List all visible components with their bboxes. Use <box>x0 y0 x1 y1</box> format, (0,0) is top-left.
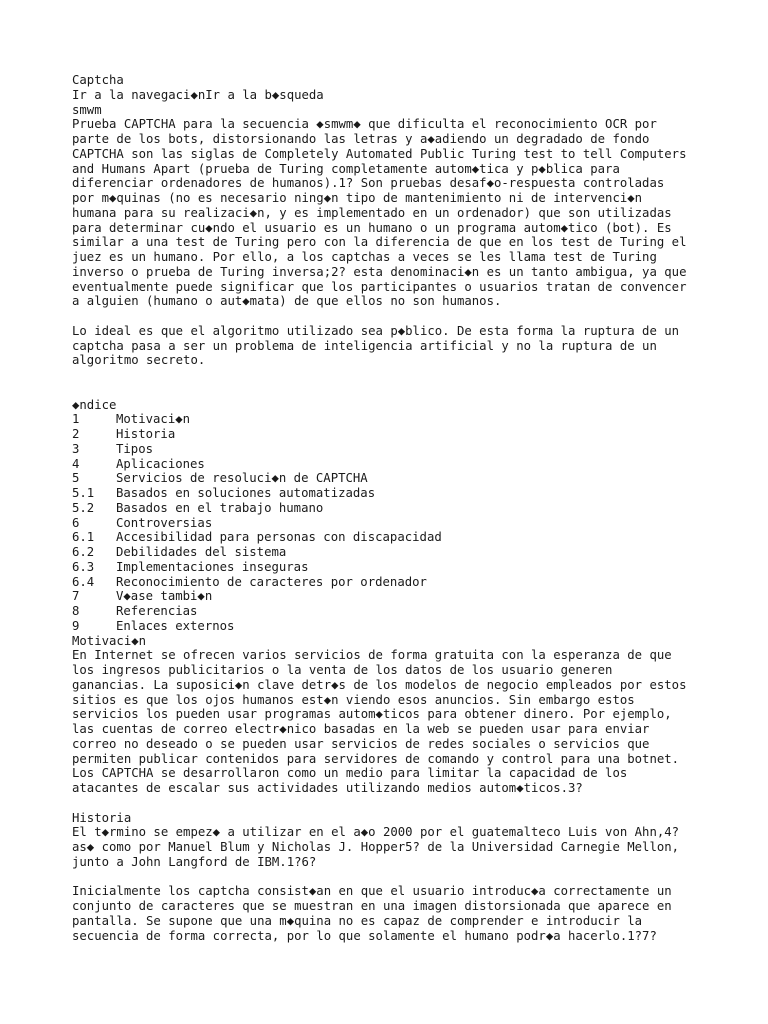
toc-item-label: Aplicaciones <box>116 456 205 471</box>
text-line: as◆ como por Manuel Blum y Nicholas J. Hopper5? de la Universidad Carnegie Mellon, <box>72 840 680 854</box>
toc-item-label: Motivaci◆n <box>116 412 191 427</box>
toc-item-label: Historia <box>116 427 176 441</box>
text-line: humana para su realizaci◆n, y es implementado en un ordenador) que son utilizadas <box>72 205 672 220</box>
toc-item-label: Reconocimiento de caracteres por ordenador <box>116 574 427 589</box>
toc-item-number: 5.1 <box>72 486 95 500</box>
section-heading-motivacion: Motivaci◆n <box>72 633 147 648</box>
text-line: Los CAPTCHA se desarrollaron como un medio para limitar la capacidad de los <box>72 766 628 781</box>
text-line: parte de los bots, distorsionando las letras y a◆adiendo un degradado de fondo <box>72 132 650 146</box>
toc-item-label: Enlaces externos <box>116 618 235 633</box>
toc-item-number: 6.3 <box>72 559 95 574</box>
motivacion-paragraph <box>72 648 748 796</box>
toc-item-number: 6.1 <box>72 530 95 545</box>
text-line: captcha pasa a ser un problema de inteligencia artificial y no la ruptura de un <box>72 338 657 353</box>
toc-item-number: 4 <box>72 456 80 471</box>
ideal-paragraph <box>72 324 748 368</box>
page-title: Captcha <box>72 73 124 87</box>
text-line: para determinar cu◆ndo el usuario es un humano o un programa autom◆tico (bot). Es <box>72 220 672 235</box>
toc-item-number: 2 <box>72 427 80 441</box>
text-line: juez es un humano. Por ello, a los captchas a veces se les llama test de Turing <box>72 250 657 264</box>
text-line: ganancias. La suposici◆n clave detr◆s de los modelos de negocio empleados por estos <box>72 677 687 692</box>
toc-item-number: 5 <box>72 471 80 486</box>
toc-item-label: V◆ase tambi◆n <box>116 589 213 604</box>
text-line: secuencia de forma correcta, por lo que solamente el humano podr◆a hacerlo.1?7? <box>72 928 657 943</box>
text-line: atacantes de escalar sus actividades utilizando medios autom◆ticos.3? <box>72 781 583 795</box>
historia-paragraph-1 <box>72 825 748 869</box>
text-line: los ingresos publicitarios o la venta de los datos de los usuario generen <box>72 663 613 677</box>
historia-paragraph-2 <box>72 884 748 943</box>
text-line: junto a John Langford de IBM.1?6? <box>72 854 317 869</box>
text-line: sitios es que los ojos humanos est◆n viendo esos anuncios. Sin embargo estos <box>72 692 635 707</box>
toc-item[interactable] <box>72 501 748 516</box>
spacer <box>72 368 748 383</box>
text-line: a alguien (humano o aut◆mata) de que ellos no son humanos. <box>72 294 502 309</box>
toc-title: ◆ndice <box>72 397 117 412</box>
toc-item[interactable] <box>72 604 748 619</box>
toc-item-label: Implementaciones inseguras <box>116 559 309 574</box>
toc-item-number: 7 <box>72 589 80 604</box>
text-line: conjunto de caracteres que se muestran en una imagen distorsionada que aparece en <box>72 899 672 913</box>
text-line: similar a una test de Turing pero con la diferencia de que en los test de Turing el <box>72 235 687 250</box>
text-line: Inicialmente los captcha consist◆an en que el usuario introduc◆a correctamente un <box>72 884 672 899</box>
toc-item-label: Debilidades del sistema <box>116 545 287 559</box>
toc-item-number: 8 <box>72 604 80 618</box>
toc-item[interactable] <box>72 412 748 427</box>
toc-item[interactable] <box>72 530 748 545</box>
toc-item[interactable] <box>72 442 748 457</box>
table-of-contents <box>72 412 748 633</box>
spacer <box>72 309 748 324</box>
spacer <box>72 796 748 811</box>
text-line: permiten publicar contenidos para servidores de comando y control para una botnet. <box>72 751 680 766</box>
toc-item-label: Basados en el trabajo humano <box>116 500 324 515</box>
text-line: diferenciar ordenadores de humanos).1? Son pruebas desaf◆o-respuesta controladas <box>72 176 665 191</box>
text-line: eventualmente puede significar que los participantes o usuarios tratan de convencer <box>72 279 687 294</box>
toc-item-number: 9 <box>72 618 80 633</box>
toc-item[interactable] <box>72 619 748 634</box>
spacer <box>72 870 748 885</box>
toc-item[interactable] <box>72 575 748 590</box>
nav-skip-links[interactable]: Ir a la navegaci◆nIr a la b◆squeda <box>72 87 324 102</box>
toc-item-number: 5.2 <box>72 500 95 515</box>
text-line: En Internet se ofrecen varios servicios de forma gratuita con la esperanza de que <box>72 648 672 663</box>
text-line: El t◆rmino se empez◆ a utilizar en el a◆o 2000 por el guatemalteco Luis von Ahn,4? <box>72 825 680 840</box>
text-line: CAPTCHA son las siglas de Completely Automated Public Turing test to tell Computers <box>72 146 687 161</box>
toc-item[interactable] <box>72 560 748 575</box>
page-subtitle: smwm <box>72 102 102 117</box>
text-line: pantalla. Se supone que una m◆quina no es capaz de comprender e introducir la <box>72 913 643 928</box>
toc-item[interactable] <box>72 457 748 472</box>
toc-item-label: Referencias <box>116 604 198 618</box>
text-line: inverso o prueba de Turing inversa;2? esta denominaci◆n es un tanto ambigua, ya que <box>72 264 687 279</box>
spacer <box>72 383 748 398</box>
toc-item-label: Tipos <box>116 441 154 456</box>
text-line: servicios los pueden usar programas autom◆ticos para obtener dinero. Por ejemplo, <box>72 707 672 722</box>
text-line: algoritmo secreto. <box>72 353 206 368</box>
section-heading-historia: Historia <box>72 810 132 825</box>
toc-item[interactable] <box>72 589 748 604</box>
toc-item-label: Basados en soluciones automatizadas <box>116 486 376 500</box>
text-line: Lo ideal es que el algoritmo utilizado sea p◆blico. De esta forma la ruptura de un <box>72 323 680 338</box>
text-line: correo no deseado o se pueden usar servicios de redes sociales o servicios que <box>72 736 650 751</box>
text-line: Prueba CAPTCHA para la secuencia ◆smwm◆ que dificulta el reconocimiento OCR por <box>72 117 657 132</box>
toc-item-number: 1 <box>72 412 80 427</box>
toc-item-number: 6.4 <box>72 574 95 589</box>
text-line: and Humans Apart (prueba de Turing completamente autom◆tica y p◆blica para <box>72 161 620 176</box>
toc-item-label: Controversias <box>116 515 213 530</box>
toc-item[interactable] <box>72 427 748 442</box>
toc-item-number: 6.2 <box>72 545 95 559</box>
toc-item[interactable] <box>72 471 748 486</box>
text-line: por m◆quinas (no es necesario ning◆n tipo de mantenimiento ni de intervenci◆n <box>72 191 643 205</box>
toc-item-label: Accesibilidad para personas con discapacidad <box>116 530 442 545</box>
toc-item[interactable] <box>72 516 748 531</box>
toc-item[interactable] <box>72 545 748 560</box>
toc-item-label: Servicios de resoluci◆n de CAPTCHA <box>116 471 368 486</box>
toc-item-number: 3 <box>72 441 80 456</box>
text-line: las cuentas de correo electr◆nico basadas en la web se pueden usar para enviar <box>72 722 650 736</box>
toc-item-number: 6 <box>72 515 80 530</box>
toc-item[interactable] <box>72 486 748 501</box>
intro-paragraph <box>72 117 748 309</box>
